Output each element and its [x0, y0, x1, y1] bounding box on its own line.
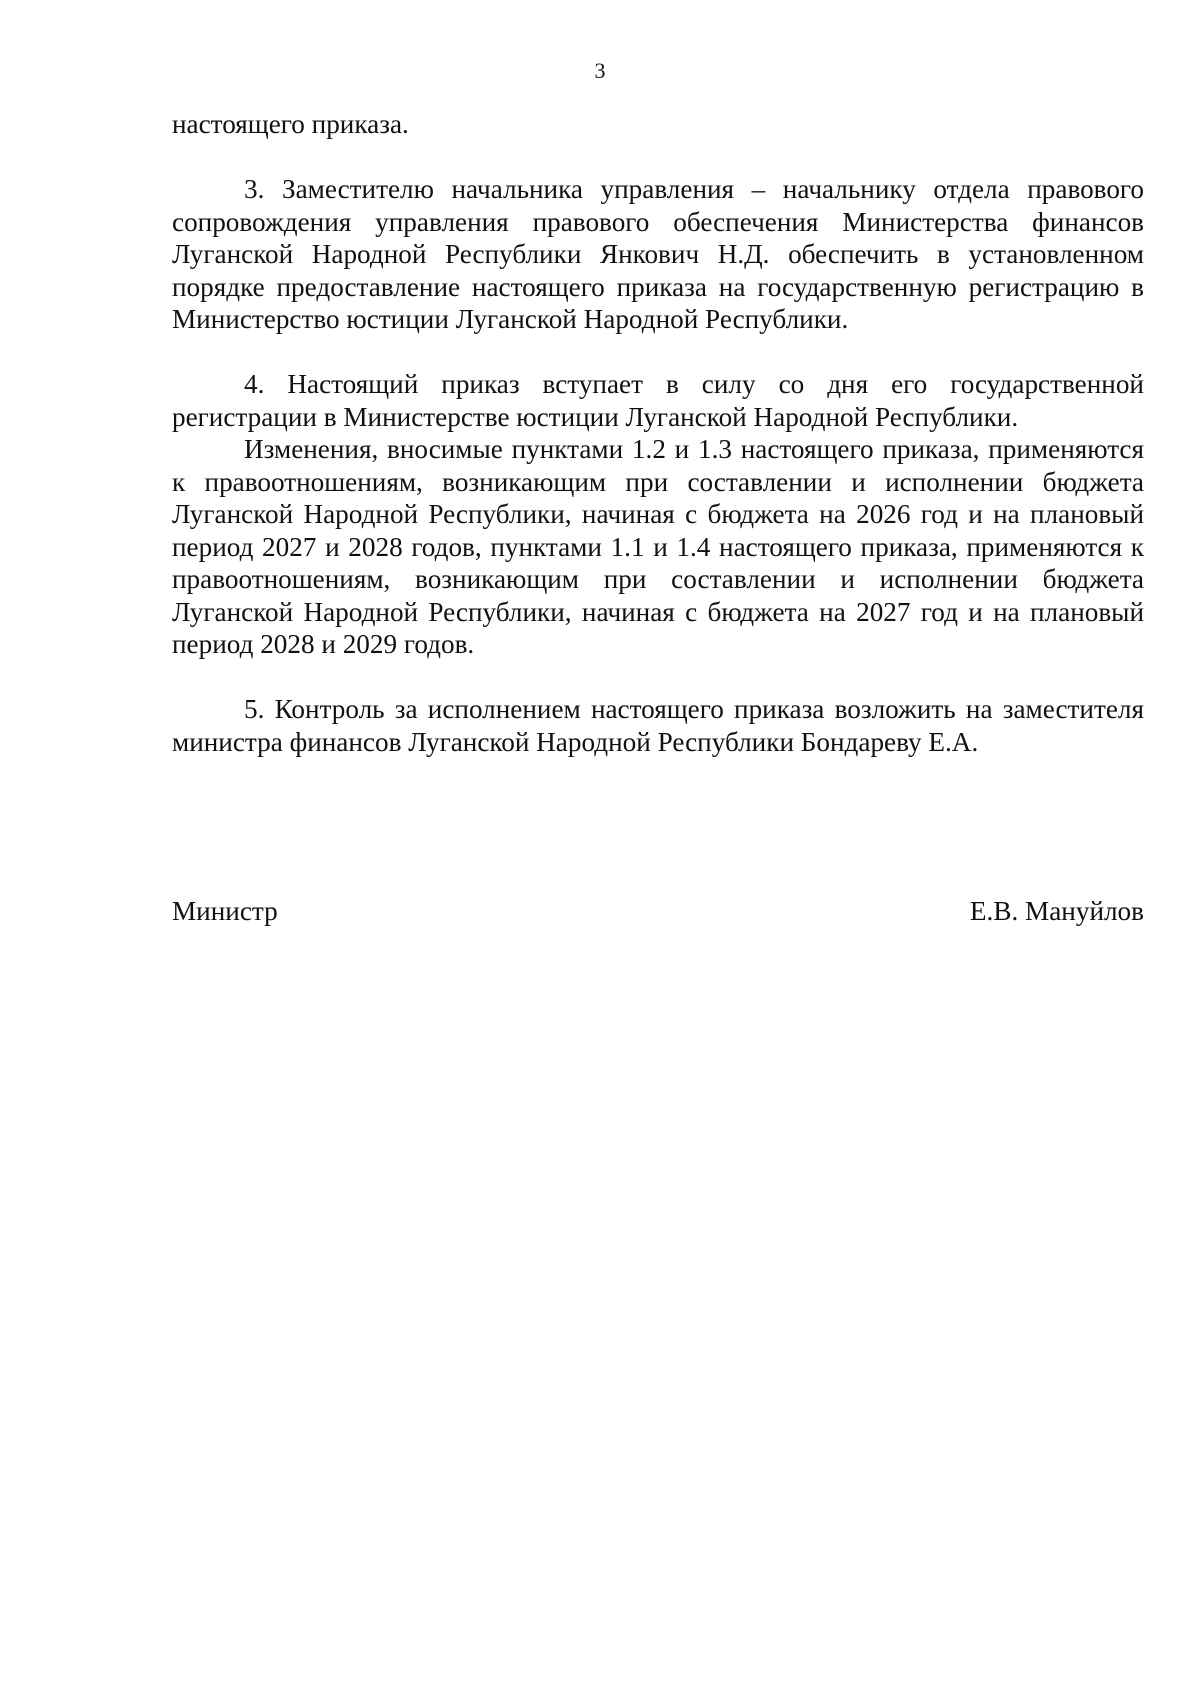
signature-block [172, 895, 1144, 928]
page-number: 3 [594, 58, 606, 83]
paragraph-5: 5. Контроль за исполнением настоящего приказа возложить на заместителя министра финансов Луганской Народной Республики Бондареву Е.А. [172, 694, 1144, 757]
signatory-name: Е.В. Мануйлов [969, 896, 1144, 926]
signatory-title: Министр [172, 896, 278, 926]
document-body [172, 108, 1144, 758]
paragraph-3: 3. Заместителю начальника управления – начальнику отдела правового сопровождения управления правового обеспечения Министерства финансов Луганской Народной Республики Янкович Н.Д. обеспечить в установленном порядке предоставление настоящего приказа на государственную регистрацию в Министерство юстиции Луганской Народной Республики. [172, 174, 1144, 334]
paragraph-continuation: настоящего приказа. [172, 109, 409, 139]
paragraph-4-continuation: Изменения, вносимые пунктами 1.2 и 1.3 настоящего приказа, применяются к правоотношениям, возникающим при составлении и исполнении бюджета Луганской Народной Республики, начиная с бюджета на 2026 год и на плановый период 2027 и 2028 годов, пунктами 1.1 и 1.4 настоящего приказа, применяются к правоотношениям, возникающим при составлении и исполнении бюджета Луганской Народной Республики, начиная с бюджета на 2027 год и на плановый период 2028 и 2029 годов. [172, 434, 1144, 659]
paragraph-4: 4. Настоящий приказ вступает в силу со дня его государственной регистрации в Министерстве юстиции Луганской Народной Республики. [172, 369, 1144, 432]
